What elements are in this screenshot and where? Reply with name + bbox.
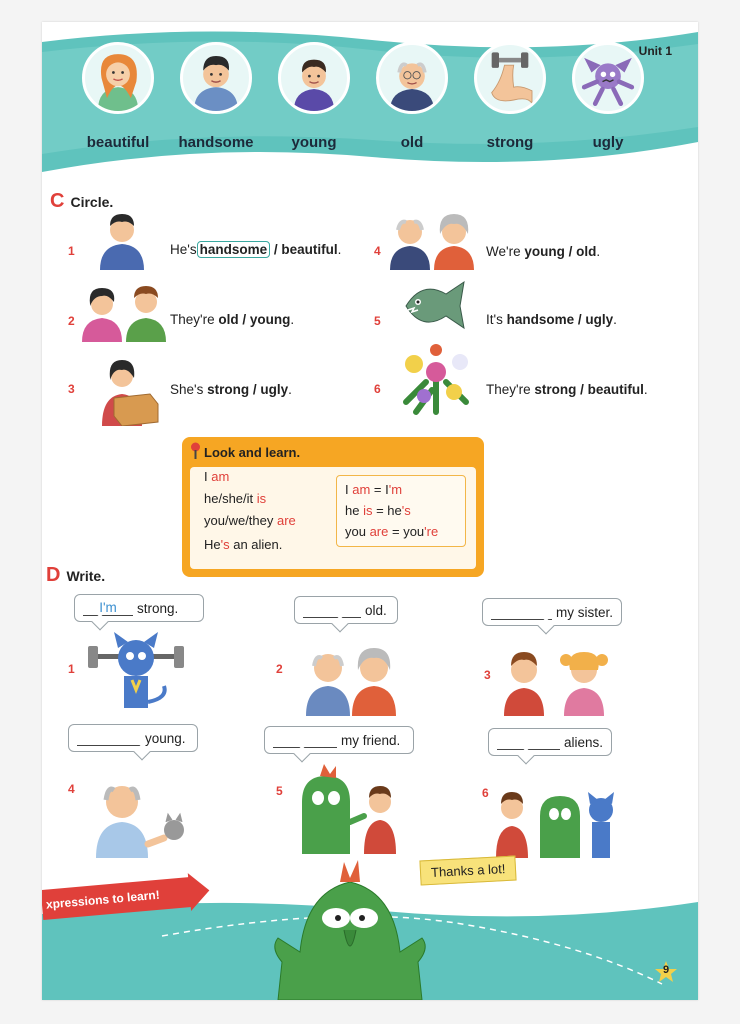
- section-d-header: [46, 564, 105, 587]
- contractions-box: [336, 475, 466, 547]
- speech-bubble-2: old.: [294, 596, 398, 624]
- grandparents-illustration: [388, 206, 478, 270]
- workbook-page: [42, 22, 698, 1000]
- item-number: 2: [276, 662, 283, 676]
- item-number: 1: [68, 662, 75, 676]
- circle-sentence-1: He's handsome / beautiful.: [170, 242, 342, 257]
- vocab-word: beautiful: [86, 134, 150, 151]
- vocab-beautiful: [72, 42, 164, 172]
- circle-sentence-6: They're strong / beautiful.: [486, 382, 648, 397]
- boy-alien-and-cat-illustration: [494, 766, 620, 858]
- beautiful-illustration: [82, 42, 154, 114]
- page-number-badge: [654, 960, 678, 984]
- alien-mascot-illustration: [270, 852, 430, 1000]
- grammar-line-4: He's an alien.: [204, 537, 283, 552]
- answer-blank[interactable]: [77, 730, 141, 746]
- look-and-learn-title: Look and learn.: [204, 445, 301, 460]
- vocab-old: [366, 42, 458, 172]
- section-title: Write.: [66, 568, 106, 584]
- item-number: 2: [68, 314, 75, 328]
- item-number: 1: [68, 244, 75, 258]
- girl-with-box-illustration: [98, 346, 160, 426]
- thanks-note: Thanks a lot!: [419, 855, 517, 885]
- item-number: 4: [68, 782, 75, 796]
- grandparents-illustration: [304, 634, 398, 716]
- contraction-3: you are = you're: [345, 524, 439, 539]
- grammar-line-2: he/she/it is: [204, 491, 267, 506]
- grammar-line-1: I am: [204, 469, 230, 484]
- contraction-2: he is = he's: [345, 503, 411, 518]
- item-number: 3: [484, 668, 491, 682]
- speech-bubble-1: I'm strong.: [74, 594, 204, 622]
- item-number: 4: [374, 244, 381, 258]
- pin-icon: [190, 442, 201, 459]
- circle-sentence-2: They're old / young.: [170, 312, 295, 327]
- old-man-with-kitten-illustration: [94, 764, 198, 858]
- alien-cat-weights-illustration: [84, 628, 188, 714]
- circle-sentence-3: She's strong / ugly.: [170, 382, 292, 397]
- item-number: 6: [482, 786, 489, 800]
- ugly-illustration: [572, 42, 644, 114]
- section-letter: C: [50, 190, 65, 212]
- vocab-word: old: [400, 134, 424, 151]
- vocab-handsome: [170, 42, 262, 172]
- grammar-panel: [190, 467, 476, 569]
- speech-bubble-4: young.: [68, 724, 198, 752]
- look-and-learn-box: [182, 437, 484, 577]
- circle-sentence-4: We're young / old.: [486, 244, 601, 259]
- young-illustration: [278, 42, 350, 114]
- children-illustration: [80, 276, 166, 342]
- vocab-word: ugly: [592, 134, 624, 151]
- strong-illustration: [474, 42, 546, 114]
- page-number: 9: [662, 964, 670, 976]
- expressions-label: xpressions to learn!: [45, 887, 161, 912]
- vocab-word: young: [291, 134, 337, 151]
- item-number: 5: [276, 784, 283, 798]
- circle-sentence-5: It's handsome / ugly.: [486, 312, 617, 327]
- speech-bubble-3: my sister.: [482, 598, 622, 626]
- contraction-1: I am = I'm: [345, 482, 403, 497]
- answer-blank[interactable]: [303, 602, 361, 618]
- answer-blank[interactable]: I'm: [83, 600, 133, 616]
- alien-and-boy-illustration: [294, 762, 402, 854]
- flowers-illustration: [396, 342, 478, 418]
- section-title: Circle.: [70, 194, 114, 210]
- vocab-word: handsome: [178, 134, 254, 151]
- answer-blank[interactable]: [497, 734, 560, 750]
- unit-label: Unit 1: [638, 44, 672, 58]
- item-number: 3: [68, 382, 75, 396]
- handsome-illustration: [180, 42, 252, 114]
- circled-answer[interactable]: handsome: [197, 241, 271, 258]
- item-number: 5: [374, 314, 381, 328]
- vocab-ugly: [562, 42, 654, 172]
- grammar-line-3: you/we/they are: [204, 513, 296, 528]
- vocab-word: strong: [486, 134, 534, 151]
- fish-illustration: [402, 276, 468, 332]
- speech-bubble-5: my friend.: [264, 726, 414, 754]
- speech-bubble-6: aliens.: [488, 728, 612, 756]
- vocab-strong: [464, 42, 556, 172]
- old-illustration: [376, 42, 448, 114]
- answer-blank[interactable]: [273, 732, 337, 748]
- vocab-young: [268, 42, 360, 172]
- answer-blank[interactable]: [491, 604, 552, 620]
- boy-illustration: [96, 206, 148, 270]
- brother-and-sister-illustration: [500, 640, 610, 716]
- item-number: 6: [374, 382, 381, 396]
- section-letter: D: [46, 564, 61, 586]
